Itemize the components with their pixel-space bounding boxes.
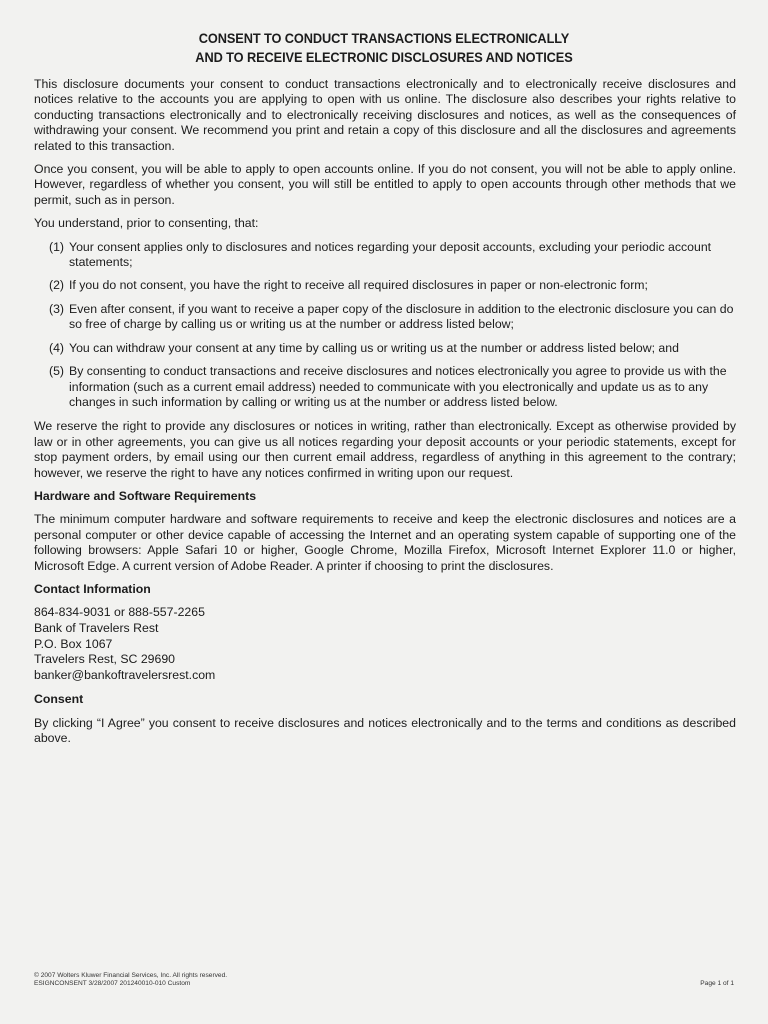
list-item-text: Even after consent, if you want to receive a paper copy of the disclosure in addition to the electronic disclosure you can do so free of charge by calling us or writing us at the number or address listed below; xyxy=(69,301,734,332)
understand-intro: You understand, prior to consenting, that: xyxy=(34,216,259,231)
footer-left xyxy=(34,972,434,987)
page-number: Page 1 of 1 xyxy=(700,980,734,987)
contact-information xyxy=(34,605,736,683)
intro-paragraph: This disclosure documents your consent to conduct transactions electronically and to electronically receive disclosures and notices relative to the accounts you are applying to open with us online. The disclosure also describes your rights relative to conducting transactions electronically and to electronically receiving disclosures and notices, as well as the consequences of withdrawing your consent. We recommend you print and retain a copy of this disclosure and all the disclosures and agreements related to this transaction. xyxy=(34,77,736,153)
document-body xyxy=(34,77,736,755)
list-item-number: (5) xyxy=(49,364,65,379)
list-item xyxy=(34,278,736,293)
list-item-number: (2) xyxy=(49,278,65,293)
list-item xyxy=(34,240,736,271)
list-item xyxy=(34,341,736,356)
list-item-text: You can withdraw your consent at any time by calling us or writing us at the number or address listed below; and xyxy=(69,340,679,355)
list-item-number: (1) xyxy=(49,239,65,254)
consent-effects-paragraph: Once you consent, you will be able to apply to open accounts online. If you do not consent, you will not be able to apply online. However, regardless of whether you consent, you will still be entitled to apply to open accounts through other methods that we permit, such as in person. xyxy=(34,162,736,207)
list-item-text: If you do not consent, you have the right to receive all required disclosures in paper or non-electronic form; xyxy=(69,278,648,293)
contact-city-state: Travelers Rest, SC 29690 xyxy=(34,652,176,667)
contact-phone: 864-834-9031 or 888-557-2265 xyxy=(34,605,205,620)
contact-heading: Contact Information xyxy=(34,581,151,596)
list-item-number: (3) xyxy=(49,301,65,316)
hardware-paragraph: The minimum computer hardware and software requirements to receive and keep the electronic disclosures and notices are a personal computer or other device capable of accessing the Internet and an operating system capable of supporting one of the following browsers: Apple Safari 10 or higher, Google Chrome, Mozilla Firefox, Microsoft Internet Explorer 11.0 or higher, Microsoft Edge. A current version of Adobe Reader. A printer if choosing to print the disclosures. xyxy=(34,512,736,573)
list-item-text: Your consent applies only to disclosures and notices regarding your deposit accounts, excluding your periodic account statements; xyxy=(69,239,712,270)
consent-conditions-list xyxy=(34,240,736,411)
document-title-line-2: AND TO RECEIVE ELECTRONIC DISCLOSURES AND NOTICES xyxy=(195,50,573,65)
contact-po-box: P.O. Box 1067 xyxy=(34,636,113,651)
contact-bank-name: Bank of Travelers Rest xyxy=(34,620,159,635)
list-item xyxy=(34,302,736,333)
reserve-rights-paragraph: We reserve the right to provide any disclosures or notices in writing, rather than electronically. Except as otherwise provided by law or in other agreements, you can give us all notices regarding your deposit accounts or your periodic statements, except for stop payment orders, by email using our then current email address, regardless of anything in this agreement to the contrary; however, we reserve the right to have any notices confirmed in writing upon our request. xyxy=(34,419,736,480)
list-item xyxy=(34,364,736,410)
list-item-text: By consenting to conduct transactions and receive disclosures and notices electronically you agree to provide us with the information (such as a current email address) needed to communicate with you electronically and update us as to any changes in such information by calling or writing us at the number or address listed below. xyxy=(69,364,727,409)
hardware-heading: Hardware and Software Requirements xyxy=(34,488,257,503)
copyright-text: © 2007 Wolters Kluwer Financial Services, Inc. All rights reserved. xyxy=(34,972,228,979)
form-identifier: ESIGNCONSENT 3/28/2007 201240010-010 Custom xyxy=(34,979,191,987)
contact-email: banker@bankoftravelersrest.com xyxy=(34,667,216,682)
agree-paragraph: By clicking “I Agree” you consent to receive disclosures and notices electronically and to the terms and conditions as described above. xyxy=(34,715,736,746)
list-item-number: (4) xyxy=(49,340,65,355)
consent-heading: Consent xyxy=(34,692,84,707)
document-title-line-1: CONSENT TO CONDUCT TRANSACTIONS ELECTRONICALLY xyxy=(198,31,570,46)
